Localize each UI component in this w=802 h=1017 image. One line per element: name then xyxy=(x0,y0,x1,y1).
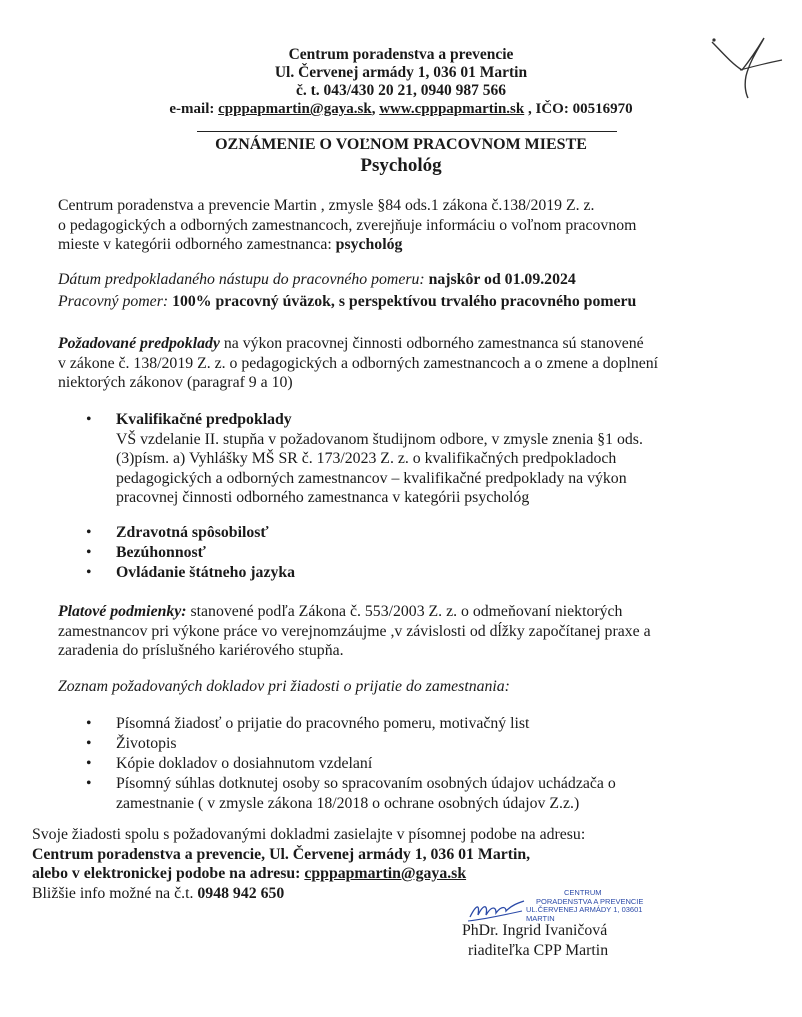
requirements-line: v zákone č. 138/2019 Z. z. o pedagogických a odborných zamestnancoch a o zmene a doplnení xyxy=(58,354,659,372)
intro-position: psychológ xyxy=(335,236,403,253)
signatory-name: PhDr. Ingrid Ivaničová xyxy=(462,922,608,939)
bullet-icon: • xyxy=(86,411,92,428)
contact-separator: , xyxy=(371,101,380,117)
bullet-icon: • xyxy=(86,715,92,732)
stamp-line: CENTRUM xyxy=(564,888,602,897)
closing-text: alebo v elektronickej podobe na adresu: xyxy=(32,865,305,882)
closing-address: Centrum poradenstva a prevencie, Ul. Červenej armády 1, 036 01 Martin, xyxy=(32,845,531,863)
intro-paragraph xyxy=(58,196,718,255)
signatory xyxy=(462,921,608,961)
intro-line xyxy=(58,235,718,255)
qualification-line: VŠ vzdelanie II. stupňa v požadovanom študijnom odbore, v zmysle znenia §1 ods. xyxy=(116,430,643,448)
letterhead xyxy=(0,46,802,118)
email-link[interactable]: cpppapmartin@gaya.sk xyxy=(218,101,372,117)
bullet-icon: • xyxy=(86,735,92,752)
announcement-title: OZNÁMENIE O VOĽNOM PRACOVNOM MIESTE xyxy=(215,136,587,153)
requirements-label: Požadované predpoklady xyxy=(58,335,220,352)
list-item-text: zamestnanie ( v zmysle zákona 18/2018 o ochrane osobných údajov Z.z.) xyxy=(116,795,580,812)
closing-email-link[interactable]: cpppapmartin@gaya.sk xyxy=(304,865,467,882)
requirements-line xyxy=(58,334,718,354)
list-item-text: Ovládanie štátneho jazyka xyxy=(116,564,296,581)
list-item xyxy=(86,754,716,774)
documents-list xyxy=(86,714,716,814)
qualification-line: (3)písm. a) Vyhlášky MŠ SR č. 173/2023 Z. z. o kvalifikačných predpokladoch xyxy=(116,450,617,467)
org-name: Centrum poradenstva a prevencie xyxy=(288,46,514,63)
list-item xyxy=(86,543,716,563)
list-item-text: Písomný súhlas dotknutej osoby so spracovaním osobných údajov uchádzača o xyxy=(116,775,616,792)
bullet-icon: • xyxy=(86,524,92,541)
qualification-line: pedagogických a odborných zamestnancov – kvalifikačné predpoklady na výkon xyxy=(116,469,627,487)
bullet-icon: • xyxy=(86,775,92,792)
requirements-paragraph xyxy=(58,334,718,393)
contact-prefix: e-mail: xyxy=(169,101,219,117)
employment-label: Pracovný pomer: xyxy=(58,293,173,310)
bullet-icon: • xyxy=(86,755,92,772)
org-phones: č. t. 043/430 20 21, 0940 987 566 xyxy=(295,82,507,99)
salary-line: zamestnancov pri výkone práce vo verejnomzáujme ,v závislosti od dĺžky započítanej praxe a xyxy=(58,622,651,640)
list-item xyxy=(86,774,716,814)
other-requirements-list xyxy=(86,523,716,583)
signatory-role: riaditeľka CPP Martin xyxy=(468,942,609,959)
start-date-label: Dátum predpokladaného nástupu do pracovného pomeru: xyxy=(58,271,429,288)
start-date-value: najskôr od 01.09.2024 xyxy=(428,271,576,288)
intro-line: o pedagogických a odborných zamestnancoch, zverejňuje informáciu o voľnom pracovnom xyxy=(58,216,637,234)
list-item-text: Písomná žiadosť o prijatie do pracovného pomeru, motivačný list xyxy=(116,715,530,732)
stamp-line: UL.ČERVENEJ ARMÁDY 1, 03601 MARTIN xyxy=(526,905,643,923)
list-item-text: Kópie dokladov o dosiahnutom vzdelaní xyxy=(116,755,373,772)
requirements-line: niektorých zákonov (paragraf 9 a 10) xyxy=(58,374,293,391)
qualification-section xyxy=(86,410,716,508)
signature-scribble-icon xyxy=(466,891,526,925)
list-item xyxy=(86,523,716,543)
closing-line: Svoje žiadosti spolu s požadovanými dokladmi zasielajte v písomnej podobe na adresu: xyxy=(32,826,586,843)
bullet-icon: • xyxy=(86,544,92,561)
stamp-line: PORADENSTVA A PREVENCIE xyxy=(536,896,644,906)
employment-type xyxy=(58,292,718,312)
list-item-text: Životopis xyxy=(116,735,177,752)
closing-text: Bližšie info možné na č.t. xyxy=(32,884,198,902)
ico-number: , IČO: 00516970 xyxy=(524,101,633,117)
salary-line: zaradenia do príslušného kariérového stupňa. xyxy=(58,642,344,659)
header-divider xyxy=(197,131,617,132)
salary-label: Platové podmienky: xyxy=(58,603,187,620)
org-contact-line xyxy=(0,100,802,118)
intro-text: mieste v kategórii odborného zamestnanca: xyxy=(58,236,336,253)
employment-value: 100% pracovný úväzok, s perspektívou trvalého pracovného pomeru xyxy=(172,293,637,310)
requirements-text: na výkon pracovnej činnosti odborného zamestnanca sú stanovené xyxy=(219,335,644,352)
closing-phone: 0948 942 650 xyxy=(197,884,285,902)
position-title: Psychológ xyxy=(360,155,442,176)
web-link[interactable]: www.cpppapmartin.sk xyxy=(379,101,525,117)
documents-title: Zoznam požadovaných dokladov pri žiadosti o prijatie do zamestnania: xyxy=(58,678,510,695)
intro-line: Centrum poradenstva a prevencie Martin , zmysle §84 ods.1 zákona č.138/2019 Z. z. xyxy=(58,197,595,214)
start-date xyxy=(58,270,718,290)
list-item-text: Zdravotná spôsobilosť xyxy=(116,524,269,541)
bullet-icon: • xyxy=(86,564,92,581)
salary-paragraph xyxy=(58,602,718,661)
qualification-title: Kvalifikačné predpoklady xyxy=(116,411,292,428)
closing-line xyxy=(32,864,732,884)
salary-line xyxy=(58,602,718,622)
list-item xyxy=(86,563,716,583)
org-address: Ul. Červenej armády 1, 036 01 Martin xyxy=(274,64,528,81)
qualification-line: pracovnej činnosti odborného zamestnanca v kategórii psychológ xyxy=(116,489,530,506)
stamp-text xyxy=(526,889,666,923)
list-item-text: Bezúhonnosť xyxy=(116,544,206,561)
list-item xyxy=(86,714,716,734)
list-item xyxy=(86,734,716,754)
salary-text: stanovené podľa Zákona č. 553/2003 Z. z. o odmeňovaní niektorých xyxy=(186,603,623,620)
